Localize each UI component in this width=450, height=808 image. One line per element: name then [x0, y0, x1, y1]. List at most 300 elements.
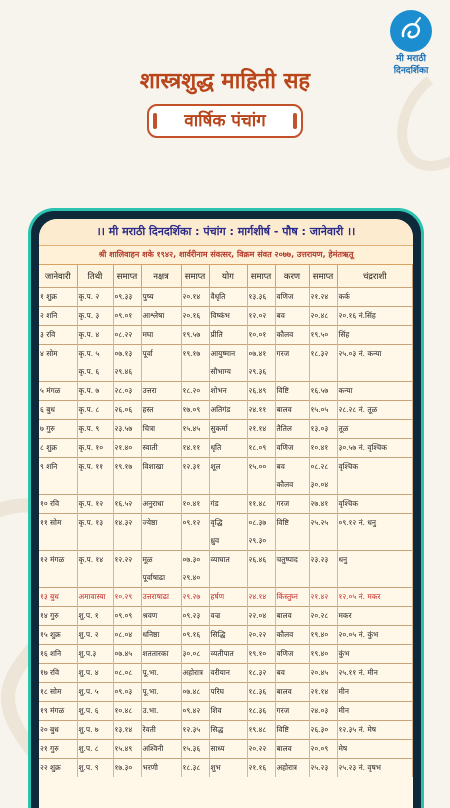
- table-cell: ५ मंगळ: [39, 382, 77, 401]
- table-cell: शु.प. ५: [77, 683, 113, 702]
- column-header: नक्षत्र: [141, 265, 181, 288]
- table-row: [39, 288, 413, 307]
- table-cell: १ शुक्र: [39, 288, 77, 307]
- table-cell: हस्त: [141, 401, 181, 420]
- table-row: [39, 476, 413, 495]
- table-cell: बव: [275, 458, 309, 477]
- table-row: [39, 345, 413, 364]
- table-cell: शुभ: [209, 759, 247, 778]
- table-cell: परिघ: [209, 683, 247, 702]
- table-cell: १०.४१: [181, 495, 209, 514]
- table-cell: उत्तरा: [141, 382, 181, 401]
- table-cell: चित्रा: [141, 420, 181, 439]
- table-cell: २३.२३: [309, 551, 337, 570]
- column-header: तिथी: [77, 265, 113, 288]
- table-cell: १८.०९: [247, 439, 275, 458]
- table-cell: [181, 363, 209, 382]
- table-cell: वरीयान: [209, 664, 247, 683]
- table-cell: २०.०९: [309, 740, 337, 759]
- table-header-row: [39, 265, 413, 288]
- table-cell: कृ.प. ८: [77, 401, 113, 420]
- table-cell: १६ शनि: [39, 645, 77, 664]
- table-cell: बालव: [275, 683, 309, 702]
- table-cell: १८ सोम: [39, 683, 77, 702]
- table-cell: वृश्चिक: [337, 495, 413, 514]
- table-cell: ४ सोम: [39, 345, 77, 364]
- table-cell: कौलव: [275, 626, 309, 645]
- table-cell: सिद्ध: [209, 721, 247, 740]
- table-cell: ११.४८: [247, 495, 275, 514]
- table-cell: [141, 532, 181, 551]
- table-cell: वणिज: [275, 645, 309, 664]
- table-row: [39, 326, 413, 345]
- table-cell: [337, 569, 413, 588]
- table-cell: बव: [275, 307, 309, 326]
- table-cell: ज्येष्ठा: [141, 514, 181, 533]
- table-cell: शु.प. २: [77, 626, 113, 645]
- table-cell: कन्या: [337, 382, 413, 401]
- table-cell: शु.प. १: [77, 607, 113, 626]
- table-cell: विशाखा: [141, 458, 181, 477]
- table-cell: ०८.२८: [309, 458, 337, 477]
- table-cell: १७ रवि: [39, 664, 77, 683]
- table-cell: कृ.प. २: [77, 288, 113, 307]
- table-cell: कृ.प. ६: [77, 363, 113, 382]
- table-cell: सौभाग्य: [209, 363, 247, 382]
- table-cell: ३०.०८: [181, 645, 209, 664]
- table-cell: ०८.०४: [113, 626, 141, 645]
- table-cell: धृति: [209, 439, 247, 458]
- table-cell: २० बुध: [39, 721, 77, 740]
- promo-subheadline: वार्षिक पंचांग: [147, 104, 303, 138]
- table-cell: १२.०२: [247, 307, 275, 326]
- table-row: [39, 363, 413, 382]
- table-cell: २६.३०: [309, 721, 337, 740]
- table-cell: पुष्य: [141, 288, 181, 307]
- table-row: [39, 683, 413, 702]
- table-cell: ७ गुरु: [39, 420, 77, 439]
- table-cell: ०७.३०: [181, 551, 209, 570]
- table-cell: २६.४६: [247, 551, 275, 570]
- table-cell: १२.३१: [181, 458, 209, 477]
- table-cell: १३.३६: [247, 288, 275, 307]
- table-cell: २०.१४: [181, 288, 209, 307]
- table-row: [39, 382, 413, 401]
- table-cell: १९.४०: [309, 645, 337, 664]
- table-cell: कृ.प. ४: [77, 326, 113, 345]
- table-cell: [275, 363, 309, 382]
- table-cell: २२ शुक्र: [39, 759, 77, 778]
- table-row: [39, 626, 413, 645]
- phone-mockup: [28, 208, 424, 808]
- promo-headline: शास्त्रशुद्ध माहिती सह: [139, 69, 311, 94]
- table-cell: ०९.१२ नं. धनु: [337, 514, 413, 533]
- table-cell: पूर्वा: [141, 345, 181, 364]
- table-cell: ०९.०३: [113, 683, 141, 702]
- table-cell: १५.०५: [309, 401, 337, 420]
- table-cell: सुकर्मा: [209, 420, 247, 439]
- table-cell: [141, 363, 181, 382]
- table-cell: आश्लेषा: [141, 307, 181, 326]
- table-cell: अहोरात्र: [181, 664, 209, 683]
- table-row: [39, 551, 413, 570]
- table-cell: सिद्धि: [209, 626, 247, 645]
- table-cell: १८.३६: [247, 702, 275, 721]
- column-header: योग: [209, 265, 247, 288]
- table-cell: शु.प. ६: [77, 702, 113, 721]
- table-cell: ०९.१२: [181, 514, 209, 533]
- table-row: [39, 607, 413, 626]
- table-cell: वृद्धि: [209, 514, 247, 533]
- table-cell: किंस्तुघ्न: [275, 588, 309, 607]
- table-cell: २ शनि: [39, 307, 77, 326]
- table-cell: ०८.२२: [113, 326, 141, 345]
- table-cell: पू.भा.: [141, 683, 181, 702]
- table-cell: १६.५७: [309, 382, 337, 401]
- table-cell: कौलव: [275, 476, 309, 495]
- table-cell: १०.२९: [113, 588, 141, 607]
- table-row: [39, 664, 413, 683]
- table-cell: १८.३८: [181, 759, 209, 778]
- table-cell: वृश्चिक: [337, 458, 413, 477]
- table-cell: २०.१६: [181, 307, 209, 326]
- table-cell: विष्टि: [275, 721, 309, 740]
- calendar-info-line: श्री शालिवाहन शके १९४२, शार्वरीनाम संवत्सर, विक्रम संवत २०७७, उत्तरायण, हेमंतऋतू: [39, 246, 413, 265]
- table-cell: अमावास्या: [77, 588, 113, 607]
- table-cell: प्रीति: [209, 326, 247, 345]
- table-cell: २१.४०: [113, 439, 141, 458]
- table-cell: २०.२२: [247, 740, 275, 759]
- table-cell: २१.४२: [309, 588, 337, 607]
- table-row: [39, 532, 413, 551]
- table-cell: धनिष्ठा: [141, 626, 181, 645]
- table-cell: ९ शनि: [39, 458, 77, 477]
- table-cell: कृ.प. १४: [77, 551, 113, 570]
- table-cell: शिव: [209, 702, 247, 721]
- table-cell: १२.२२: [113, 551, 141, 570]
- table-cell: [337, 363, 413, 382]
- table-cell: भरणी: [141, 759, 181, 778]
- table-cell: १३.१४: [113, 721, 141, 740]
- table-cell: बालव: [275, 607, 309, 626]
- logo-line2: दिनदर्शिका: [393, 66, 429, 76]
- table-cell: ११ सोम: [39, 514, 77, 533]
- phone-screen: [39, 219, 413, 808]
- table-cell: १० रवि: [39, 495, 77, 514]
- table-cell: कृ.प. ७: [77, 382, 113, 401]
- table-cell: [309, 532, 337, 551]
- table-cell: २०.२२: [247, 626, 275, 645]
- table-cell: [309, 363, 337, 382]
- table-cell: आयुष्मान: [209, 345, 247, 364]
- table-cell: [275, 569, 309, 588]
- table-cell: स्वाती: [141, 439, 181, 458]
- table-cell: १९.१०: [247, 645, 275, 664]
- table-cell: २१.१६: [247, 759, 275, 778]
- table-cell: १०.४१: [309, 439, 337, 458]
- table-cell: मीन: [337, 702, 413, 721]
- table-cell: [39, 532, 77, 551]
- table-cell: २४.०३: [309, 702, 337, 721]
- table-cell: कृ.प. ३: [77, 307, 113, 326]
- table-cell: [39, 476, 77, 495]
- table-cell: शु.प. ८: [77, 740, 113, 759]
- table-cell: २६.०६: [113, 401, 141, 420]
- table-cell: ०९.३३: [113, 288, 141, 307]
- table-cell: ०९.२३: [181, 607, 209, 626]
- table-cell: शु.प. ७: [77, 721, 113, 740]
- table-cell: २१ गुरु: [39, 740, 77, 759]
- table-cell: तैतिल: [275, 420, 309, 439]
- table-cell: बालव: [275, 401, 309, 420]
- table-row: [39, 721, 413, 740]
- table-cell: २६.४९: [247, 382, 275, 401]
- table-cell: शु.प.३: [77, 645, 113, 664]
- table-cell: २५.२३ नं. वृषभ: [337, 759, 413, 778]
- table-cell: ०७.१३: [113, 345, 141, 364]
- table-row: [39, 401, 413, 420]
- table-cell: गरज: [275, 345, 309, 364]
- table-cell: [39, 569, 77, 588]
- table-cell: शततारका: [141, 645, 181, 664]
- table-cell: ३०.०४: [309, 476, 337, 495]
- table-cell: ३ रवि: [39, 326, 77, 345]
- table-cell: कौलव: [275, 326, 309, 345]
- table-cell: [181, 476, 209, 495]
- table-cell: १४ गुरु: [39, 607, 77, 626]
- table-cell: २५.२५: [309, 514, 337, 533]
- table-cell: वणिज: [275, 288, 309, 307]
- table-cell: २५.०३ नं. कन्या: [337, 345, 413, 364]
- table-cell: १७.३०: [113, 759, 141, 778]
- table-cell: कृ.प. ९: [77, 420, 113, 439]
- table-row: [39, 458, 413, 477]
- table-cell: २९.२७: [181, 588, 209, 607]
- table-cell: २८.२८ नं. तूळ: [337, 401, 413, 420]
- table-cell: शोभन: [209, 382, 247, 401]
- table-cell: ८ शुक्र: [39, 439, 77, 458]
- table-cell: मकर: [337, 607, 413, 626]
- column-header: समाप्त: [309, 265, 337, 288]
- table-cell: १६.५२: [113, 495, 141, 514]
- table-cell: [275, 532, 309, 551]
- column-header: करण: [275, 265, 309, 288]
- table-row: [39, 420, 413, 439]
- table-cell: शु.प. ९: [77, 759, 113, 778]
- table-cell: मघा: [141, 326, 181, 345]
- table-cell: १२ मंगळ: [39, 551, 77, 570]
- table-row: [39, 569, 413, 588]
- table-cell: १३ बुध: [39, 588, 77, 607]
- table-cell: १८.२०: [181, 382, 209, 401]
- table-cell: [77, 532, 113, 551]
- table-cell: कृ.प. ११: [77, 458, 113, 477]
- table-cell: [209, 569, 247, 588]
- table-row: [39, 514, 413, 533]
- table-cell: १९.५७: [181, 326, 209, 345]
- table-cell: ध्रुव: [209, 532, 247, 551]
- table-cell: २१.२४: [309, 288, 337, 307]
- table-cell: १९.१७: [181, 345, 209, 364]
- table-cell: ०९.०१: [113, 307, 141, 326]
- table-cell: सिंह: [337, 326, 413, 345]
- table-cell: २९.४०: [181, 569, 209, 588]
- table-cell: ०८.३७: [247, 514, 275, 533]
- table-cell: ०८.०८: [113, 664, 141, 683]
- table-cell: [77, 569, 113, 588]
- table-row: [39, 759, 413, 778]
- table-cell: बव: [275, 664, 309, 683]
- table-cell: १२.०५ नं. मकर: [337, 588, 413, 607]
- table-cell: वज्र: [209, 607, 247, 626]
- table-row: [39, 588, 413, 607]
- table-cell: २१.१४: [309, 683, 337, 702]
- table-cell: ०९.१६: [181, 626, 209, 645]
- table-cell: १२.३५: [181, 721, 209, 740]
- table-cell: [181, 532, 209, 551]
- table-cell: २१.१४: [247, 420, 275, 439]
- table-cell: १७.०९: [181, 401, 209, 420]
- table-row: [39, 307, 413, 326]
- table-row: [39, 439, 413, 458]
- table-cell: १९ मंगळ: [39, 702, 77, 721]
- table-cell: व्यतीपात: [209, 645, 247, 664]
- table-cell: कृ.प. ५: [77, 345, 113, 364]
- table-cell: श्रवण: [141, 607, 181, 626]
- table-cell: विष्टि: [275, 514, 309, 533]
- table-cell: वणिज: [275, 439, 309, 458]
- table-cell: रेवती: [141, 721, 181, 740]
- table-cell: ०७.४८: [181, 683, 209, 702]
- panchang-table: [39, 265, 413, 777]
- table-cell: तूळ: [337, 420, 413, 439]
- table-cell: वैधृति: [209, 288, 247, 307]
- table-cell: पूर्वाषाढा: [141, 569, 181, 588]
- table-cell: २०.४५: [309, 664, 337, 683]
- table-cell: [113, 476, 141, 495]
- table-cell: १३.०३: [309, 420, 337, 439]
- table-cell: [141, 476, 181, 495]
- table-cell: ३०.५७ नं. वृश्चिक: [337, 439, 413, 458]
- table-cell: पू.भा.: [141, 664, 181, 683]
- table-cell: [113, 569, 141, 588]
- table-cell: साध्य: [209, 740, 247, 759]
- table-cell: १४.३२: [113, 514, 141, 533]
- table-cell: २५.२३: [309, 759, 337, 778]
- table-cell: २२.०४: [247, 607, 275, 626]
- table-cell: विष्टि: [275, 382, 309, 401]
- table-cell: [39, 363, 77, 382]
- table-cell: मेष: [337, 740, 413, 759]
- column-header: जानेवारी: [39, 265, 77, 288]
- table-cell: १९.५०: [309, 326, 337, 345]
- logo-badge-icon: [390, 10, 432, 52]
- table-cell: ०७.४५: [113, 645, 141, 664]
- table-row: [39, 645, 413, 664]
- table-row: [39, 740, 413, 759]
- table-body: [39, 288, 413, 778]
- table-cell: १९.४०: [309, 626, 337, 645]
- table-cell: २४.१४: [247, 588, 275, 607]
- table-cell: कुंभ: [337, 645, 413, 664]
- column-header: समाप्त: [247, 265, 275, 288]
- table-cell: अनुराधा: [141, 495, 181, 514]
- table-cell: [309, 569, 337, 588]
- table-cell: २०.४८: [309, 307, 337, 326]
- table-cell: चतुष्पाद: [275, 551, 309, 570]
- table-cell: कृ.प. १०: [77, 439, 113, 458]
- table-cell: ०९.४२: [181, 702, 209, 721]
- table-cell: २९.४६: [113, 363, 141, 382]
- table-cell: २७.४१: [309, 495, 337, 514]
- table-cell: [247, 569, 275, 588]
- table-cell: उत्तराषाढा: [141, 588, 181, 607]
- table-cell: कृ.प. १३: [77, 514, 113, 533]
- table-cell: विष्कंभ: [209, 307, 247, 326]
- column-header: समाप्त: [113, 265, 141, 288]
- table-cell: गंड: [209, 495, 247, 514]
- table-cell: २४.११: [247, 401, 275, 420]
- table-cell: अतिगंड: [209, 401, 247, 420]
- table-cell: अश्विनी: [141, 740, 181, 759]
- table-cell: हर्षण: [209, 588, 247, 607]
- table-cell: [209, 476, 247, 495]
- table-cell: १५ शुक्र: [39, 626, 77, 645]
- table-cell: धनु: [337, 551, 413, 570]
- table-cell: १०.०१: [247, 326, 275, 345]
- table-cell: शूल: [209, 458, 247, 477]
- table-cell: १५.३६: [181, 740, 209, 759]
- table-cell: १८.३६: [247, 683, 275, 702]
- table-cell: [77, 476, 113, 495]
- table-cell: १५.४५: [181, 420, 209, 439]
- table-cell: मीन: [337, 683, 413, 702]
- table-cell: कर्क: [337, 288, 413, 307]
- table-cell: ०७.४१: [247, 345, 275, 364]
- table-cell: २३.५७: [113, 420, 141, 439]
- table-cell: [337, 476, 413, 495]
- table-cell: [247, 476, 275, 495]
- table-cell: १०.४८: [113, 702, 141, 721]
- table-cell: गरज: [275, 702, 309, 721]
- table-row: [39, 495, 413, 514]
- table-cell: १४.११: [181, 439, 209, 458]
- table-cell: २०.१६ नं.सिंह: [337, 307, 413, 326]
- table-cell: १९.१७: [113, 458, 141, 477]
- table-cell: १८.३२: [247, 664, 275, 683]
- table-cell: बालव: [275, 740, 309, 759]
- table-cell: १८.३२: [309, 345, 337, 364]
- table-cell: अहोरात्र: [275, 759, 309, 778]
- table-cell: २०.२८: [309, 607, 337, 626]
- column-header: चंद्रराशी: [337, 265, 413, 288]
- table-cell: गरज: [275, 495, 309, 514]
- table-cell: १९.४८: [247, 721, 275, 740]
- table-cell: उ.भा.: [141, 702, 181, 721]
- table-cell: २०.०५ नं. कुंभ: [337, 626, 413, 645]
- table-cell: २९.३०: [247, 532, 275, 551]
- table-cell: १५.००: [247, 458, 275, 477]
- table-cell: २८.०३: [113, 382, 141, 401]
- table-cell: शु.प. ४: [77, 664, 113, 683]
- table-cell: २९.३६: [247, 363, 275, 382]
- table-cell: मूळ: [141, 551, 181, 570]
- table-cell: व्याघात: [209, 551, 247, 570]
- table-cell: १२.३५ नं. मेष: [337, 721, 413, 740]
- logo-line1: मी मराठी: [396, 54, 426, 64]
- table-cell: कृ.प. १२: [77, 495, 113, 514]
- table-cell: ६ बुध: [39, 401, 77, 420]
